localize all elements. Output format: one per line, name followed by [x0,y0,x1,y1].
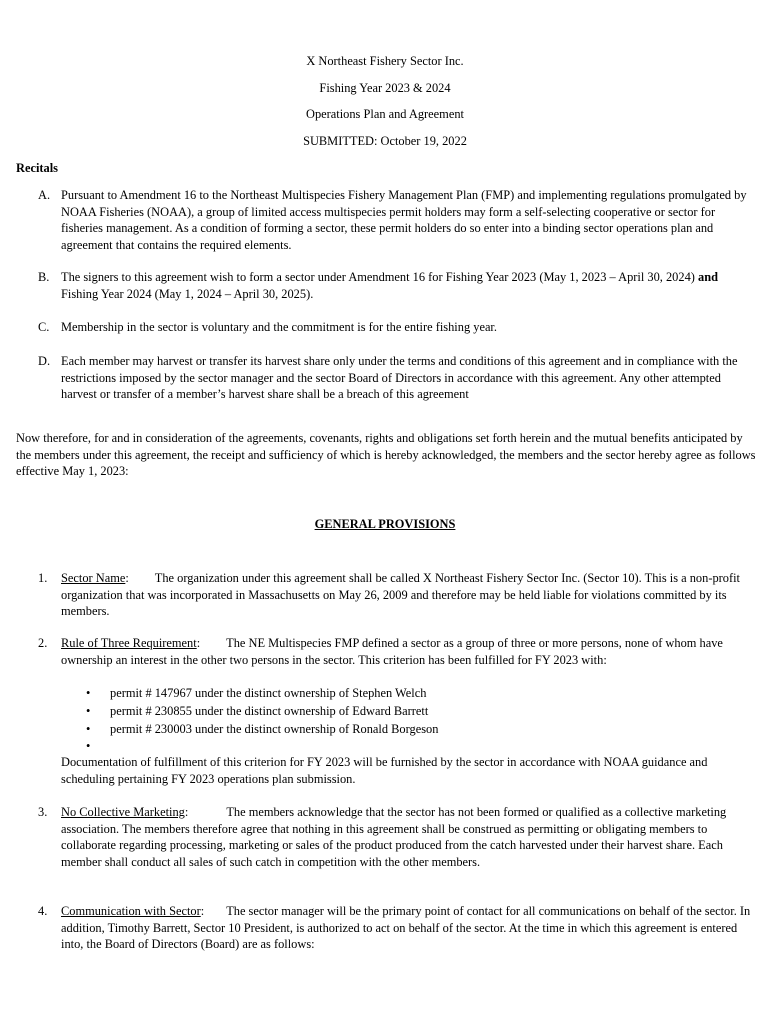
permit-text: permit # 147967 under the distinct ownership of Stephen Welch [110,686,427,700]
submitted-date: SUBMITTED: October 19, 2022 [303,134,467,148]
provision-heading: Sector Name [61,571,126,585]
recital-text: Each member may harvest or transfer its harvest share only under the terms and conditions of this agreement and in compliance with the restrictions imposed by the sector manager and the sector Board of Directors in accordance with this agreement. Any other attempted harvest or transfer of a member’s harvest share shall be a breach of this agreement [61,354,738,402]
permit-text: permit # 230855 under the distinct ownership of Edward Barrett [110,704,429,718]
provision-text: The organization under this agreement shall be called X Northeast Fishery Sector Inc. (Sector 10). This is a non-profit organization that was incorporated in Massachusetts on May 26, 2009 and therefore may be held liable for violations committed by its members. [61,571,740,619]
documentation-paragraph: Documentation of fulfillment of this criterion for FY 2023 will be furnished by the sector in accordance with NOAA guidance and scheduling pertaining FY 2023 operations plan submission. [61,755,708,786]
provision-text: The NE Multispecies FMP defined a sector as a group of three or more persons, none of whom have ownership an interest in the other two persons in the sector. This criterion has been fulfilled for FY 2023 with: [61,636,723,667]
bullet-icon: • [86,686,91,700]
permit-text: permit # 230003 under the distinct ownership of Ronald Borgeson [110,722,439,736]
provision-number: 4. [38,904,48,918]
provision-text: The members acknowledge that the sector has not been formed or qualified as a collective marketing association. The members therefore agree that nothing in this agreement shall be construed as permitting or obligating members to collaborate regarding processing, marketing or sales of the product produced from the catch harvested under their harvest share. Each member shall conduct all sales of such catch in competition with the other members. [61,805,727,869]
provision-number: 3. [38,805,48,819]
recital-label: C. [38,320,50,334]
recitals-title: Recitals [16,161,58,175]
bullet-icon: • [86,739,91,753]
recital-c [38,319,748,336]
provision-number: 2. [38,636,48,650]
provision-1: 1. Sector Name: The organization under this agreement shall be called X Northeast Fishery Sector Inc. (Sector 10). This is a non-profit organization that was incorporated in Massachusetts on May 26, 2009 and therefore may be held liable for violations committed by its members. [38,571,740,619]
plan-title: Operations Plan and Agreement [306,107,464,121]
provision-text: The sector manager will be the primary point of contact for all communications on behalf of the sector. In addition, Timothy Barrett, Sector 10 President, is authorized to act on behalf of the sector. At the time in which this agreement is entered into, the Board of Directors (Board) are as follows: [61,904,751,952]
now-therefore-paragraph: Now therefore, for and in consideration of the agreements, covenants, rights and obligations set forth herein and the mutual benefits anticipated by the members under this agreement, the receipt and sufficiency of which is hereby acknowledged, the members and the sector hereby agree as follows effective May 1, 2023: [16,431,756,479]
recital-text: Pursuant to Amendment 16 to the Northeast Multispecies Fishery Management Plan (FMP) and implementing regulations promulgated by NOAA Fisheries (NOAA), a group of limited access multispecies permit holders may form a self-selecting cooperative or sector for fisheries management. As a condition of forming a sector, these permit holders do so enter into a binding sector operations plan and agreement that contains the required elements. [61,188,747,252]
recital-label: B. [38,270,50,284]
bullet-icon: • [86,722,91,736]
provision-heading: No Collective Marketing [61,805,185,819]
recital-b [38,269,748,302]
bullet-icon: • [86,704,91,718]
recital-a [38,187,748,253]
provision-heading: Communication with Sector [61,904,201,918]
recital-d [38,353,748,403]
recital-label: A. [38,188,51,202]
provision-2: 2. Rule of Three Requirement: The NE Multispecies FMP defined a sector as a group of three or more persons, none of whom have ownership an interest in the other two persons in the sector. This criterion has been fulfilled for FY 2023 with: [38,636,723,667]
org-name: X Northeast Fishery Sector Inc. [306,54,464,68]
fishing-years: Fishing Year 2023 & 2024 [319,81,451,95]
provision-heading: Rule of Three Requirement [61,636,197,650]
recital-label: D. [38,354,51,368]
general-provisions-title: GENERAL PROVISIONS [314,517,456,531]
provision-4: 4. Communication with Sector: The sector manager will be the primary point of contact for all communications on behalf of the sector. In addition, Timothy Barrett, Sector 10 President, is authorized to act on behalf of the sector. At the time in which this agreement is entered into, the Board of Directors (Board) are as follows: [38,904,751,952]
recital-text: The signers to this agreement wish to form a sector under Amendment 16 for Fishing Year 2023 (May 1, 2023 – April 30, 2024) and Fishing Year 2024 (May 1, 2024 – April 30, 2025). [61,270,718,301]
recital-text: Membership in the sector is voluntary and the commitment is for the entire fishing year. [61,320,497,334]
provision-number: 1. [38,571,48,585]
provision-3: 3. No Collective Marketing: The members acknowledge that the sector has not been formed or qualified as a collective marketing association. The members therefore agree that nothing in this agreement shall be construed as permitting or obligating members to collaborate regarding processing, marketing or sales of the product produced from the catch harvested under their harvest share. Each member shall conduct all sales of such catch in competition with the other members. [38,805,727,869]
